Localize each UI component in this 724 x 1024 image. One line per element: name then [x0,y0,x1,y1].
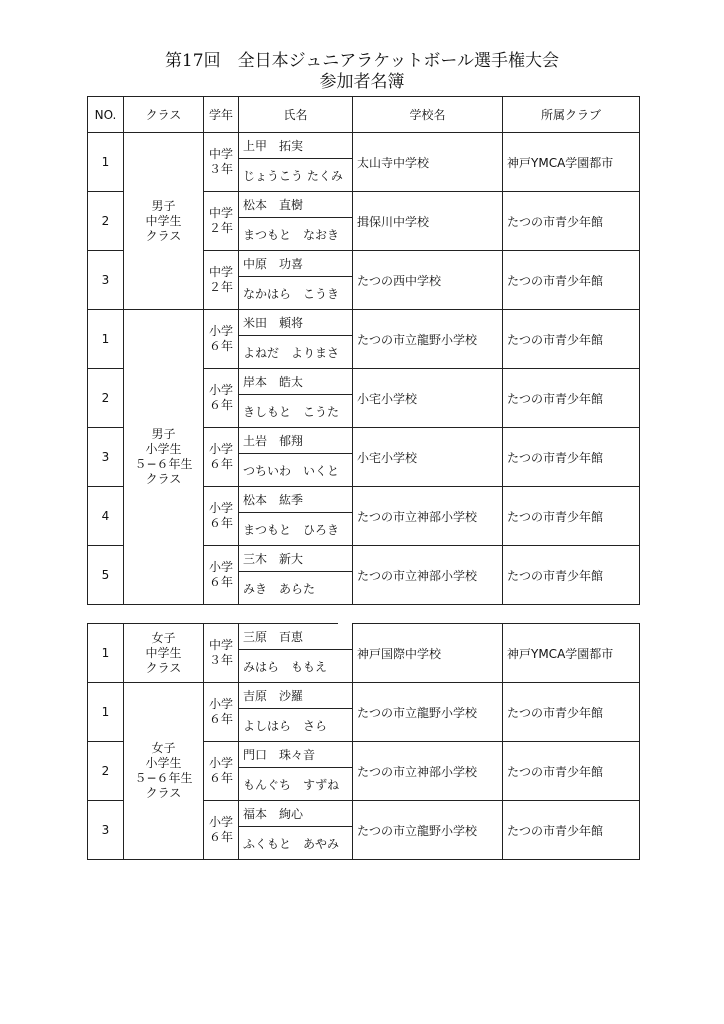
name-spacer [338,801,353,827]
name-kanji: 中原 功喜 [239,251,338,277]
grade-cell: 小学 ６年 [204,369,239,428]
table-row [88,310,640,336]
name-kana: みはら ももえ [239,650,353,683]
grade-cell: 小学 ６年 [204,428,239,487]
header-club: 所属クラブ [503,97,640,133]
participants-table-1 [87,96,640,605]
club-cell: たつの市青少年館 [503,742,640,801]
row-number: 2 [88,742,124,801]
name-spacer [338,369,353,395]
school-cell: たつの市立神部小学校 [353,487,503,546]
table-row [88,133,640,159]
name-kana: よしはら さら [239,709,353,742]
document-title: 第17回 全日本ジュニアラケットボール選手権大会 [164,51,560,71]
name-kana: ふくもと あやみ [239,827,353,860]
row-number: 2 [88,192,124,251]
class-cell: 女子 小学生 ５−６年生 クラス [124,683,204,860]
club-cell: 神戸YMCA学園都市 [503,624,640,683]
grade-cell: 小学 ６年 [204,310,239,369]
class-cell: 男子 中学生 クラス [124,133,204,310]
school-cell: 神戸国際中学校 [353,624,503,683]
row-number: 1 [88,310,124,369]
name-spacer [338,310,353,336]
table-row [88,624,640,650]
name-spacer [338,428,353,454]
school-cell: 揖保川中学校 [353,192,503,251]
grade-cell: 中学 ３年 [204,133,239,192]
class-cell: 男子 小学生 ５−６年生 クラス [124,310,204,605]
row-number: 2 [88,369,124,428]
name-spacer [338,683,353,709]
name-kana: もんぐち すずね [239,768,353,801]
name-kanji: 岸本 皓太 [239,369,338,395]
name-kana: なかはら こうき [239,277,353,310]
name-kanji: 三原 百恵 [239,624,338,650]
name-kanji: 土岩 郁翔 [239,428,338,454]
school-cell: 小宅小学校 [353,369,503,428]
table-row [88,683,640,709]
school-cell: たつの市立神部小学校 [353,742,503,801]
school-cell: たつの市立龍野小学校 [353,310,503,369]
name-spacer [338,251,353,277]
club-cell: たつの市青少年館 [503,487,640,546]
name-kanji: 福本 絢心 [239,801,338,827]
name-kanji: 上甲 拓実 [239,133,338,159]
name-kanji: 松本 紘季 [239,487,338,513]
club-cell: たつの市青少年館 [503,251,640,310]
school-cell: たつの市立龍野小学校 [353,683,503,742]
grade-cell: 小学 ６年 [204,683,239,742]
row-number: 1 [88,624,124,683]
club-cell: たつの市青少年館 [503,369,640,428]
club-cell: たつの市青少年館 [503,546,640,605]
document-subtitle: 参加者名簿 [319,72,405,92]
participants-table-2 [87,623,640,860]
row-number: 1 [88,683,124,742]
club-cell: たつの市青少年館 [503,310,640,369]
header-class: クラス [124,97,204,133]
grade-cell: 中学 ３年 [204,624,239,683]
header-grade: 学年 [204,97,239,133]
grade-cell: 小学 ６年 [204,546,239,605]
school-cell: たつの市立神部小学校 [353,546,503,605]
club-cell: たつの市青少年館 [503,683,640,742]
name-kana: よねだ よりまさ [239,336,353,369]
grade-cell: 中学 ２年 [204,192,239,251]
name-kanji: 三木 新大 [239,546,338,572]
grade-cell: 小学 ６年 [204,801,239,860]
class-cell: 女子 中学生 クラス [124,624,204,683]
school-cell: たつの市立龍野小学校 [353,801,503,860]
row-number: 3 [88,251,124,310]
name-spacer [338,192,353,218]
name-kana: じょうこう たくみ [239,159,353,192]
name-spacer [338,487,353,513]
name-spacer [338,546,353,572]
row-number: 1 [88,133,124,192]
row-number: 3 [88,801,124,860]
school-cell: 太山寺中学校 [353,133,503,192]
name-kana: きしもと こうた [239,395,353,428]
club-cell: たつの市青少年館 [503,428,640,487]
name-kana: まつもと ひろき [239,513,353,546]
name-kana: まつもと なおき [239,218,353,251]
school-cell: 小宅小学校 [353,428,503,487]
name-kana: みき あらた [239,572,353,605]
name-kana: つちいわ いくと [239,454,353,487]
row-number: 5 [88,546,124,605]
name-kanji: 吉原 沙羅 [239,683,338,709]
name-spacer [338,742,353,768]
club-cell: たつの市青少年館 [503,801,640,860]
header-name: 氏名 [239,97,353,133]
school-cell: たつの西中学校 [353,251,503,310]
row-number: 4 [88,487,124,546]
club-cell: たつの市青少年館 [503,192,640,251]
name-kanji: 松本 直樹 [239,192,338,218]
header-school: 学校名 [353,97,503,133]
name-kanji: 門口 珠々音 [239,742,338,768]
name-spacer [338,624,353,650]
name-spacer [338,133,353,159]
grade-cell: 中学 ２年 [204,251,239,310]
row-number: 3 [88,428,124,487]
club-cell: 神戸YMCA学園都市 [503,133,640,192]
header-no: NO. [88,97,124,133]
table-header-row [88,97,640,133]
grade-cell: 小学 ６年 [204,742,239,801]
grade-cell: 小学 ６年 [204,487,239,546]
name-kanji: 米田 頼将 [239,310,338,336]
